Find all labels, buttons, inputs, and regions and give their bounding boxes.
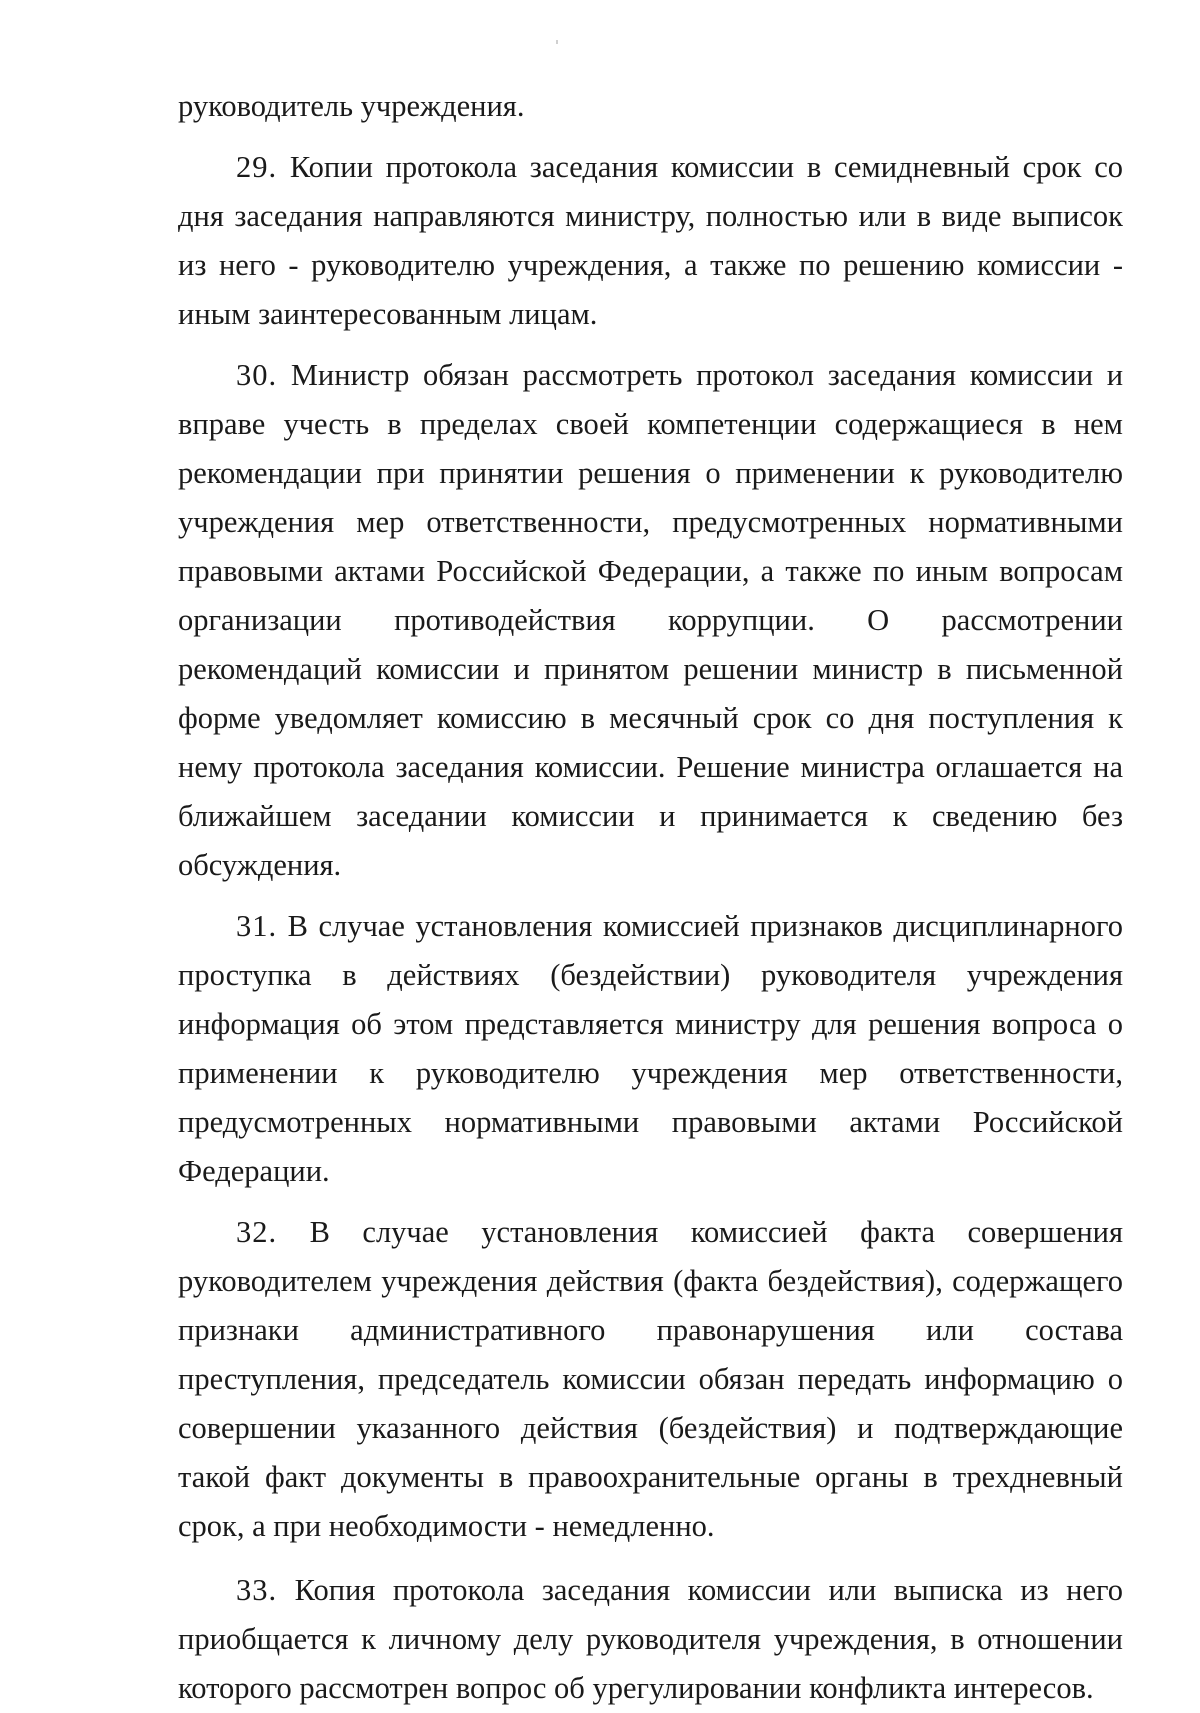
paragraph-text: Копия протокола заседания комиссии или выписка из него приобщается к личному делу руководителя учреждения, в отношении которого рассмотрен вопрос об урегулировании конфликта интересов. [178, 1573, 1123, 1705]
paragraph-31 [178, 902, 1123, 1196]
scan-mark [556, 40, 558, 44]
paragraph-29 [178, 143, 1123, 339]
paragraph-33 [178, 1566, 1123, 1713]
paragraph-number: 30. [236, 358, 278, 392]
paragraph-number: 29. [236, 150, 278, 184]
paragraph-text: В случае установления комиссией признаков дисциплинарного проступка в действиях (бездействии) руководителя учреждения информация об этом представляется министру для решения вопроса о применении к руководителю учреждения мер ответственности, предусмотренных нормативными правовыми актами Российской Федерации. [178, 909, 1124, 1188]
paragraph-30 [178, 351, 1123, 890]
paragraph-text: В случае установления комиссией факта совершения руководителем учреждения действия (факта бездействия), содержащего признаки административного правонарушения или состава преступления, председатель комиссии обязан передать информацию о совершении указанного действия (бездействия) и подтверждающие такой факт документы в правоохранительные органы в трехдневный срок, а при необходимости - немедленно. [178, 1215, 1123, 1543]
paragraph-32 [178, 1208, 1123, 1551]
paragraph-continuation [178, 82, 1123, 131]
paragraph-number: 32. [236, 1215, 278, 1249]
document-body [178, 82, 1123, 1713]
paragraph-number: 31. [236, 909, 278, 943]
paragraph-text: Министр обязан рассмотреть протокол заседания комиссии и вправе учесть в пределах своей компетенции содержащиеся в нем рекомендации при принятии решения о применении к руководителю учреждения мер ответственности, предусмотренных нормативными правовыми актами Российской Федерации, а также по иным вопросам организации противодействия коррупции. О рассмотрении рекомендаций комиссии и принятом решении министр в письменной форме уведомляет комиссию в месячный срок со дня поступления к нему протокола заседания комиссии. Решение министра оглашается на ближайшем заседании комиссии и принимается к сведению без обсуждения. [178, 358, 1124, 882]
paragraph-text: руководитель учреждения. [178, 89, 525, 123]
paragraph-number: 33. [236, 1573, 278, 1607]
paragraph-text: Копии протокола заседания комиссии в семидневный срок со дня заседания направляются министру, полностью или в виде выписок из него - руководителю учреждения, а также по решению комиссии - иным заинтересованным лицам. [178, 150, 1124, 331]
